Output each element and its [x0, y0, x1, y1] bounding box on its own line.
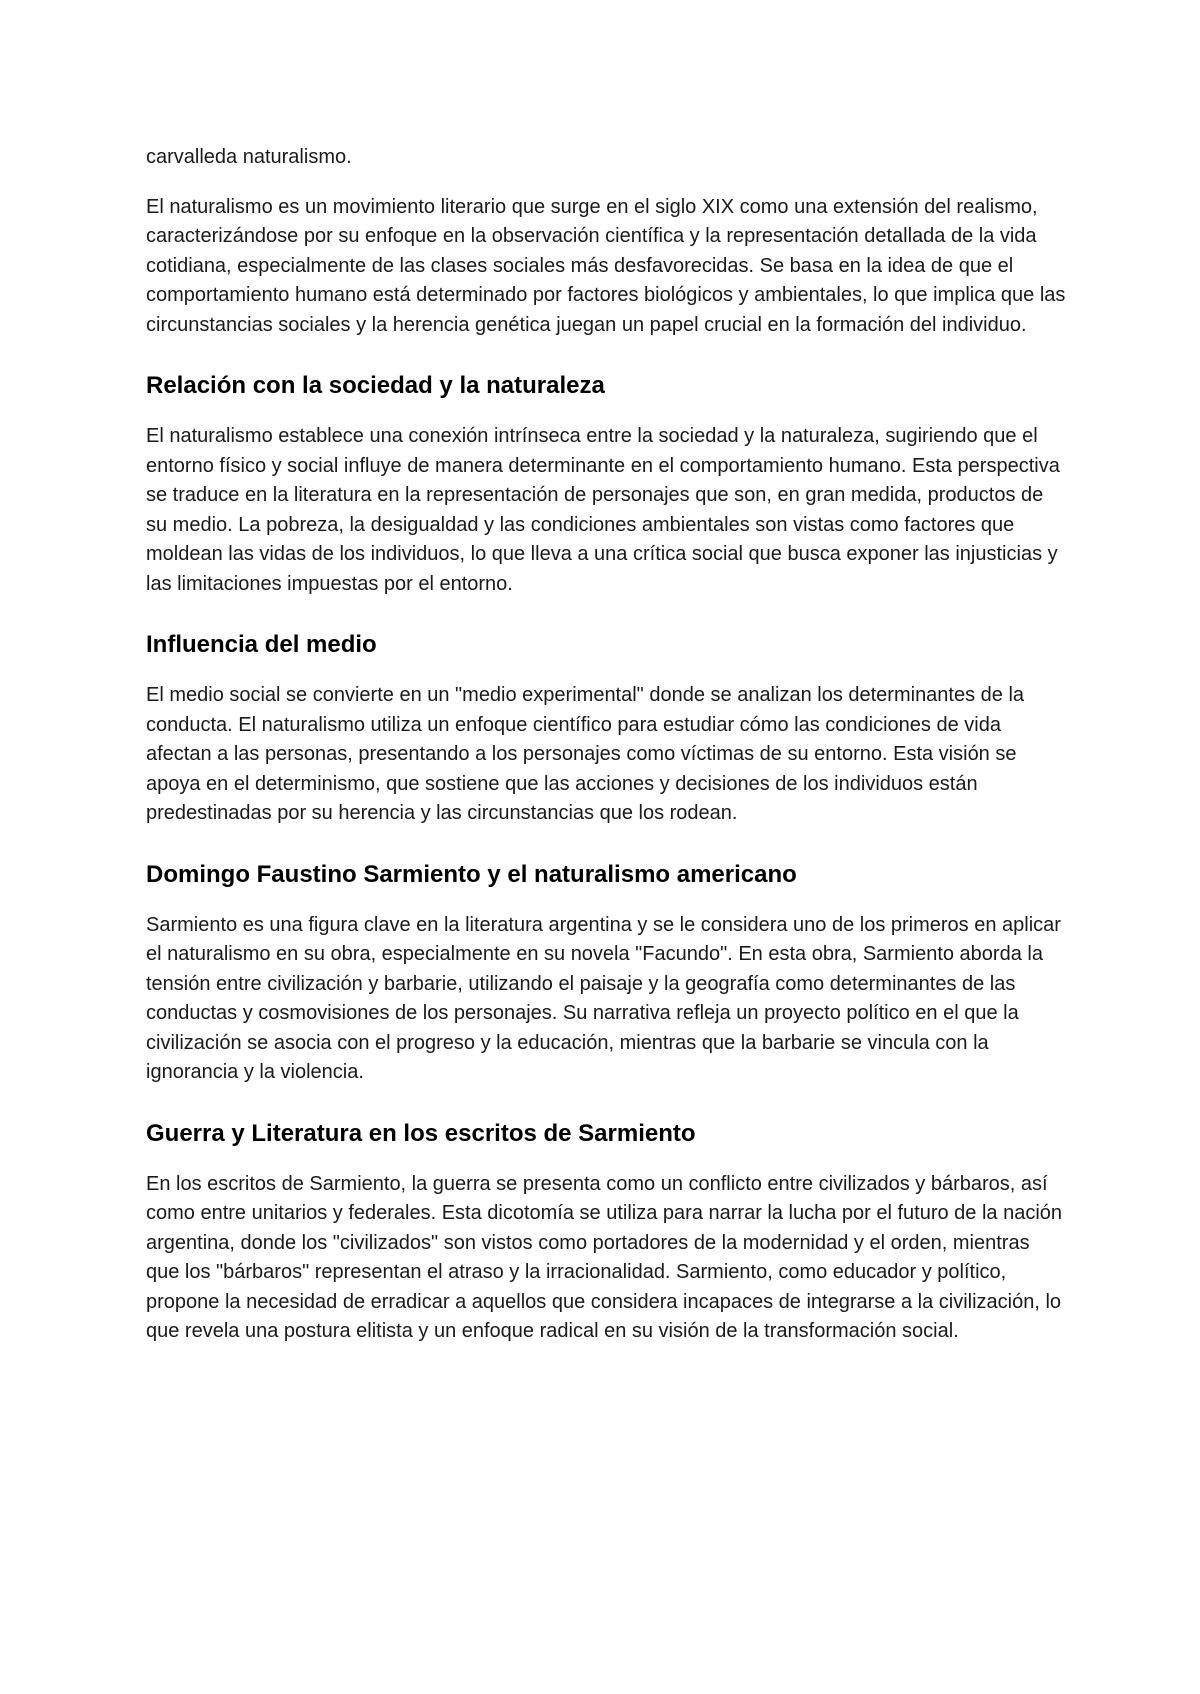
- section-text-relacion: El naturalismo establece una conexión intrínseca entre la sociedad y la naturaleza, sugiriendo que el entorno físico y social influye de manera determinante en el comportamiento humano. Esta perspectiva se traduce en la literatura en la representación de personajes que son, en gran medida, productos de su medio. La pobreza, la desigualdad y las condiciones ambientales son vistas como factores que moldean las vidas de los individuos, lo que lleva a una crítica social que busca exponer las injusticias y las limitaciones impuestas por el entorno.: [146, 425, 1060, 595]
- section-heading-influencia: Influencia del medio: [146, 631, 377, 658]
- intro-paragraph: El naturalismo es un movimiento literario que surge en el siglo XIX como una extensión del realismo, caracterizándose por su enfoque en la observación científica y la representación detallada de la vida cotidiana, especialmente de las clases sociales más desfavorecidas. Se basa en la idea de que el comportamiento humano está determinado por factores biológicos y ambientales, lo que implica que las circunstancias sociales y la herencia genética juegan un papel crucial en la formación del individuo.: [146, 195, 1066, 336]
- section-text-influencia: El medio social se convierte en un "medio experimental" donde se analizan los determinantes de la conducta. El naturalismo utiliza un enfoque científico para estudiar cómo las condiciones de vida afectan a las personas, presentando a los personajes como víctimas de su entorno. Esta visión se apoya en el determinismo, que sostiene que las acciones y decisiones de los individuos están predestinadas por su herencia y las circunstancias que los rodean.: [146, 684, 1025, 824]
- section-text-sarmiento-naturalismo: Sarmiento es una figura clave en la literatura argentina y se le considera uno de los primeros en aplicar el naturalismo en su obra, especialmente en su novela "Facundo". En esta obra, Sarmiento aborda la tensión entre civilización y barbarie, utilizando el paisaje y la geografía como determinantes de las conductas y cosmovisiones de los personajes. Su narrativa refleja un proyecto político en el que la civilización se asocia con el progreso y la educación, mientras que la barbarie se vincula con la ignorancia y la violencia.: [146, 913, 1061, 1083]
- document-page: [146, 143, 1066, 1347]
- section-heading-relacion: Relación con la sociedad y la naturaleza: [146, 372, 605, 399]
- section-text-guerra-literatura: En los escritos de Sarmiento, la guerra se presenta como un conflicto entre civilizados y bárbaros, así como entre unitarios y federales. Esta dicotomía se utiliza para narrar la lucha por el futuro de la nación argentina, donde los "civilizados" son vistos como portadores de la modernidad y el orden, mientras que los "bárbaros" representan el atraso y la irracionalidad. Sarmiento, como educador y político, propone la necesidad de erradicar a aquellos que considera incapaces de integrarse a la civilización, lo que revela una postura elitista y un enfoque radical en su visión de la transformación social.: [146, 1172, 1063, 1342]
- intro-line: carvalleda naturalismo.: [146, 146, 352, 168]
- section-heading-sarmiento-naturalismo: Domingo Faustino Sarmiento y el naturalismo americano: [146, 860, 797, 888]
- section-heading-guerra-literatura: Guerra y Literatura en los escritos de Sarmiento: [146, 1119, 696, 1147]
